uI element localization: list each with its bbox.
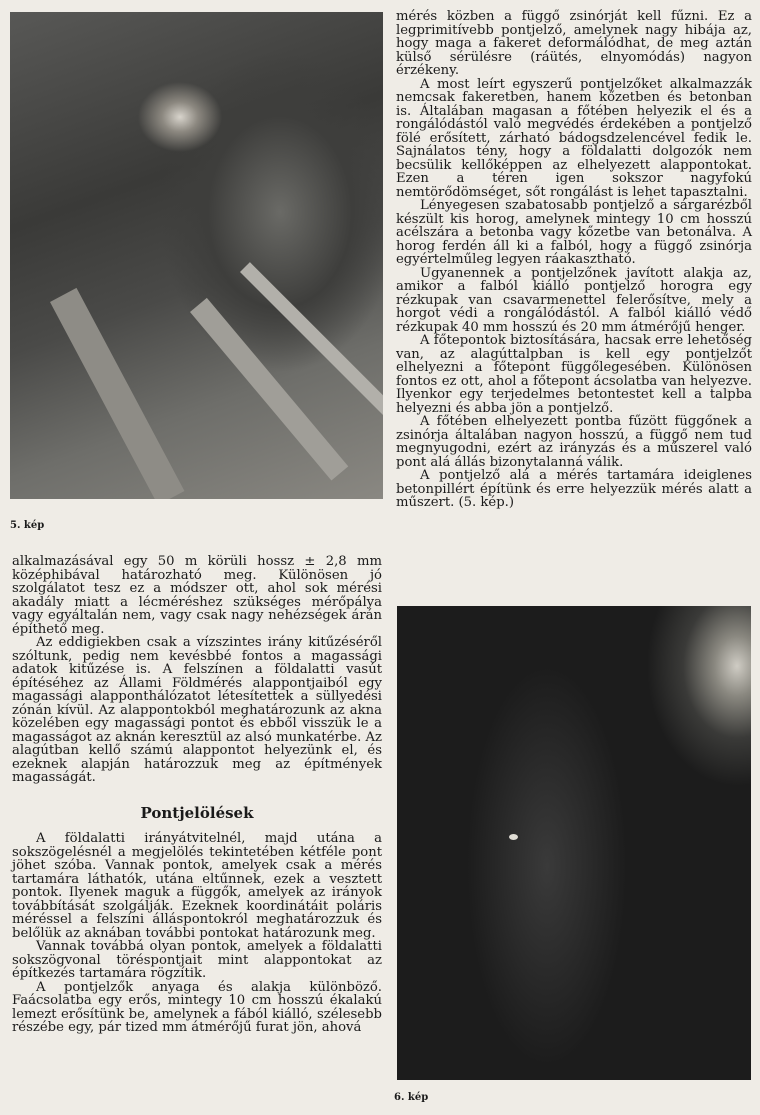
paragraph: Ugyanennek a pontjelzőnek javított alakja az, amikor a falból kiálló pontjelző horogra egy rézkupak van csavarmenettel felerősítve, mely a horgot védi a rongálódástól. A falból kiálló védő rézkupak 40 mm hosszú és 20 mm átmérőjű henger. [396, 265, 752, 335]
paragraph: A pontjelző alá a mérés tartamára ideiglenes betonpillért építünk és erre helyezzük mérés alatt a műszert. (5. kép.) [396, 468, 752, 510]
rail-beam [190, 298, 348, 481]
figure-6-caption: 6. kép [394, 1092, 429, 1103]
paragraph: A földalatti irányátvitelnél, majd utána a sokszögelésnél a megjelölés tekintetében kétféle pont jöhet szóba. Vannak pontok, amelyek csak a mérés tartamára láthatók, utána eltűnnek, ezek a vesztett pontok. Ilyenek maguk a függők, amelyek az irányok továbbítását szolgálják. Ezeknek koordinátáit poláris méréssel a felszíni álláspontokról meghatározzuk és belőlük az aknában további pontokat határozunk meg. [12, 831, 382, 941]
paragraph: A főtében elhelyezett pontba fűzött függőnek a zsinórja általában nagyon hosszú, a függő nem tud megnyugodni, ezért az irányzás és a műszerel való pont alá állás bizonytalanná válik. [396, 414, 752, 470]
paragraph: alkalmazásával egy 50 m körüli hossz ± 2,8 mm középhibával határozható meg. Különösen jó szolgálatot tesz ez a módszer ott, ahol sok mérési akadály miatt a lécméréshez szükséges mérőpálya vagy egyáltalán nem, vagy csak nagy nehézségek árán építhető meg. [12, 554, 382, 637]
left-column [12, 555, 382, 1035]
rail-beam [240, 262, 383, 435]
paragraph: A pontjelzők anyaga és alakja különböző. Faácsolatba egy erős, mintegy 10 cm hosszú ékalakú lemezt erősítünk be, amelynek a fából kiálló, szélesebb részébe egy, pár tized mm átmérőjű furat jön, ahová [12, 979, 382, 1035]
paragraph: mérés közben a függő zsinórját kell fűzni. Ez a legprimitívebb pontjelző, amelynek nagy hibája az, hogy maga a fakeret deformálódhat, de meg aztán külső sérülésre (ráütés, elnyomódás) nagyon érzékeny. [396, 9, 752, 78]
rail-beam [50, 288, 184, 499]
paragraph: Lényegesen szabatosabb pontjelző a sárgarézből készült kis horog, amelynek mintegy 10 cm hosszú acélszára a betonba vagy kőzetbe van betonálva. A horog ferdén áll ki a falból, hogy a függő zsinórja egyértelműleg legyen ráakasztható. [396, 198, 752, 267]
paragraph: Vannak továbbá olyan pontok, amelyek a földalatti sokszögvonal töréspontjait mint alappontokat az építkezés tartamára rögzítik. [12, 939, 382, 981]
paragraph: Az eddigiekben csak a vízszintes irány kitűzéséről szóltunk, pedig nem kevésbbé fontos a magassági adatok kitűzése is. A felszínen a földalatti vasút építéséhez az Állami Földmérés alappontjaiból egy magassági alapponthálózatot létesítettek a süllyedési zónán kívül. Az alappontokból meghatározunk az akna közelében egy magassági pontot és ebből visszük le a magasságot az aknán keresztül az alsó munkatérbe. Az alagútban kellő számú alappontot helyezünk el, és ezeknek alapján határozzuk meg az építmények magasságát. [12, 635, 382, 785]
figure-6-photo [397, 606, 751, 1080]
paragraph: A most leírt egyszerű pontjelzőket alkalmazzák nemcsak fakeretben, hanem kőzetben és betonban is. Általában magasan a főtében helyezik el és a rongálódástól való megvédés érdekében a pontjelző fölé erősített, zárható bádogsdzelencével fedik le. Sajnálatos tény, hogy a földalatti dolgozók nem becsülik kellőképpen az elhelyezett alappontokat. Ezen a téren igen sokszor nagyfokú nemtörődömséget, sőt rongálást is lehet tapasztalni. [396, 76, 752, 200]
figure-5-photo [10, 12, 383, 499]
paragraph: A főtepontok biztosítására, hacsak erre lehetőség van, az alagúttalpban is kell egy pontjelzőt elhelyezni a főtepont függőlegesében. Különösen fontos ez ott, ahol a főtepont ácsolatba van helyezve. Ilyenkor egy terjedelmes betontestet kell a talpba helyezni és abba jön a pontjelző. [396, 333, 752, 416]
figure-5-caption: 5. kép [10, 520, 45, 531]
right-column [396, 10, 752, 510]
section-heading: Pontjelölések [140, 803, 254, 822]
light-spot [509, 834, 518, 840]
